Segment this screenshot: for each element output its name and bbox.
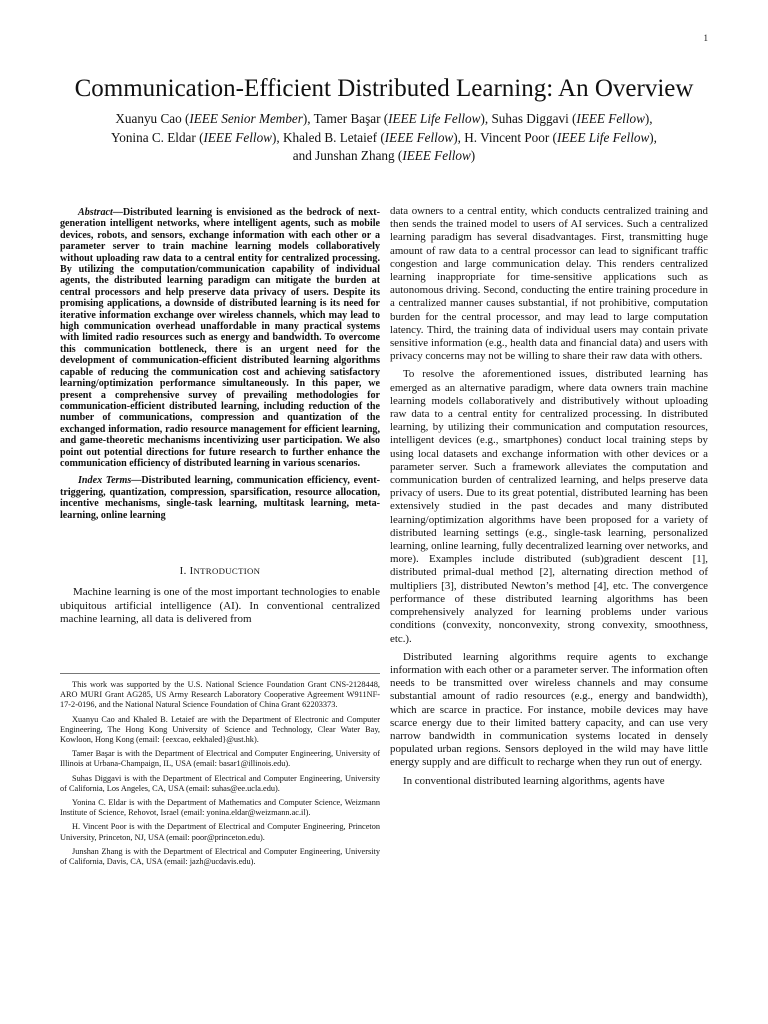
body-paragraph: To resolve the aforementioned issues, distributed learning has emerged as an alternative paradigm, where data owners train machine learning models collaboratively and distributively without uploading raw data to a central entity for centralized processing. In distributed learning, by utilizing their communication and computation resources, intelligent devices (e.g., smartphones) conduct local training steps by using local datasets and exchange information with other devices or a parameter server. Such a framework alleviates the computation and communication burden of centralized learning, and helps preserve data privacy of users. Due to its great potential, distributed learning has been extensively studied in the past decades and many distributed learning/optimization algorithms have been proposed for a variety of distributed learning settings (e.g., single-task learning, personalized learning, online learning, fully decentralized learning over networks, and more). Examples include distributed (sub)gradient descent [1], distributed primal-dual method [2], alternating direction method of multipliers [3], distributed Newton’s method [4], etc. The convergence performance of these distributed learning algorithms has been comprehensively analyzed for learning problems under various conditions (convexity, nonconvexity, strong convexity, smoothness, etc.).	[390, 368, 708, 645]
author-text: ),	[644, 111, 653, 126]
body-paragraph: data owners to a central entity, which conducts centralized training and then sends the trained model to users of AI services. Such a centralized learning paradigm has several disadvantages. First, transmitting huge amount of raw data to a central processor can lead to significant traffic congestion and large communication delay. This renders centralized learning inappropriate for time-sensitive applications such as autonomous driving. Second, conducting the entire training procedure in a centralized manner causes substantial, if not prohibitive, computation burden for the central processor, and may lead to large computation latency. Third, the training data of individual users may contain private sensitive information (e.g., health data and financial data) and users with privacy concerns may not be willing to share their raw data with others.	[390, 205, 708, 363]
index-terms	[60, 475, 380, 521]
footnotes	[60, 673, 380, 871]
author-role: IEEE Fellow	[576, 111, 645, 126]
footnote: Tamer Başar is with the Department of Electrical and Computer Engineering, University of Illinois at Urbana-Champaign, IL, USA (email: basar1@illinois.edu).	[60, 749, 380, 769]
author-text: and Junshan Zhang (	[292, 148, 403, 163]
body-paragraph: Distributed learning algorithms require agents to exchange information with each other or a parameter server. The information often needs to be transmitted over wireless channels and may consume substantial amount of radio resources (e.g., energy and bandwidth), which are scarce in practice. For instance, mobile devices may have scarce energy due to their limited battery capacity, and can use very narrow bandwidth in communication systems located in densely populated urban regions. Sensors deployed in the wild may have little energy supply and are difficult to recharge when they run out of energy.	[390, 650, 708, 769]
section-number: I.	[179, 564, 187, 577]
footnote: Junshan Zhang is with the Department of Electrical and Computer Engineering, University of California, Davis, CA, USA (email: jazh@ucdavis.edu).	[60, 846, 380, 867]
author-text: Yonina C. Eldar (	[111, 129, 204, 145]
author-role: IEEE Life Fellow	[556, 129, 650, 145]
author-text: ),	[649, 129, 657, 145]
paper-title: Communication-Efficient Distributed Learning: An Overview	[74, 75, 694, 102]
footnote: This work was supported by the U.S. National Science Foundation Grant CNS-2128448, ARO MURI Grant AG285, US Army Research Laboratory Cooperative Agreement W911NF-17-2-0196, and the National Natural Science Foundation of China Grant 62203373.	[60, 680, 380, 710]
author-text: ), Tamer Başar (	[302, 111, 389, 126]
abstract	[60, 207, 380, 469]
author-role: IEEE Life Fellow	[388, 111, 481, 126]
author-text: ), Khaled B. Letaief (	[271, 129, 385, 145]
author-role: IEEE Senior Member	[189, 111, 303, 126]
author-line-3	[40, 147, 728, 166]
page-number: 1	[703, 33, 708, 43]
footnote: Yonina C. Eldar is with the Department of Mathematics and Computer Science, Weizmann Institute of Science, Rehovot, Israel (email: yonina.eldar@weizmann.ac.il).	[60, 798, 380, 818]
abstract-lead: Abstract	[78, 207, 113, 218]
author-list	[40, 110, 728, 166]
author-text: Xuanyu Cao (	[115, 111, 190, 126]
intro-paragraph: Machine learning is one of the most important technologies to enable ubiquitous artificial intelligence (AI). In conventional centralized machine learning, all data is delivered from	[60, 586, 380, 626]
left-column	[60, 205, 380, 633]
section-title-initial: I	[189, 564, 194, 577]
author-role: IEEE Fellow	[402, 148, 471, 163]
author-text: ), H. Vincent Poor (	[453, 129, 557, 145]
section-heading-introduction	[60, 565, 380, 578]
author-line-1	[40, 110, 728, 129]
author-text: ), Suhas Diggavi (	[480, 111, 577, 126]
author-text: )	[470, 148, 476, 163]
footnote: Xuanyu Cao and Khaled B. Letaief are with the Department of Electronic and Computer Engineering, The Hong Kong University of Science and Technology, Clear Water Bay, Kowloon, Hong Kong (email: {eexcao, eekhaled}@ust.hk).	[60, 714, 380, 745]
section-title-rest: NTRODUCTION	[193, 565, 261, 576]
author-role: IEEE Fellow	[384, 129, 454, 145]
footnote: Suhas Diggavi is with the Department of Electrical and Computer Engineering, University of California, Los Angeles, CA, USA (email: suhas@ee.ucla.edu).	[60, 773, 380, 793]
author-line-2	[40, 129, 728, 148]
body-paragraph: In conventional distributed learning algorithms, agents have	[403, 774, 665, 787]
right-column	[390, 205, 708, 793]
abstract-body: —Distributed learning is envisioned as the bedrock of next-generation intelligent networks, where intelligent agents, such as mobile devices, robots, and sensors, exchange information with each other or a parameter server to train machine learning models collaboratively without uploading raw data to a central entity for centralized processing. By utilizing the computation/communication capability of individual agents, the distributed learning paradigm can mitigate the burden at central processors and help preserve data privacy of users. Despite its promising applications, a downside of distributed learning is its need for iterative information exchange over wireless channels, which may lead to high communication overhead unaffordable in many practical systems with limited radio resources such as energy and bandwidth. To overcome this communication bottleneck, there is an urgent need for the development of communication-efficient distributed learning algorithms capable of reducing the communication cost and achieving satisfactory learning/optimization performance simultaneously. In this paper, we present a comprehensive survey of prevailing methodologies for communication-efficient distributed learning, including reduction of the number of communications, compression and quantization of the exchanged information, radio resource management for efficient learning, and game-theoretic mechanisms incentivizing user participation. We also point out potential directions for future research to further enhance the communication efficiency of distributed learning in various scenarios.	[60, 207, 380, 469]
author-role: IEEE Fellow	[203, 129, 272, 145]
footnote: H. Vincent Poor is with the Department of Electrical and Computer Engineering, Princeton University, Princeton, NJ, USA (email: poor@princeton.edu).	[60, 822, 380, 842]
index-terms-lead: Index Terms	[78, 475, 132, 487]
index-terms-body: —Distributed learning, communication efficiency, event-triggering, quantization, compression, sparsification, resource allocation, incentive mechanisms, single-task learning, multitask learning, meta-learning, online learning	[60, 475, 380, 521]
